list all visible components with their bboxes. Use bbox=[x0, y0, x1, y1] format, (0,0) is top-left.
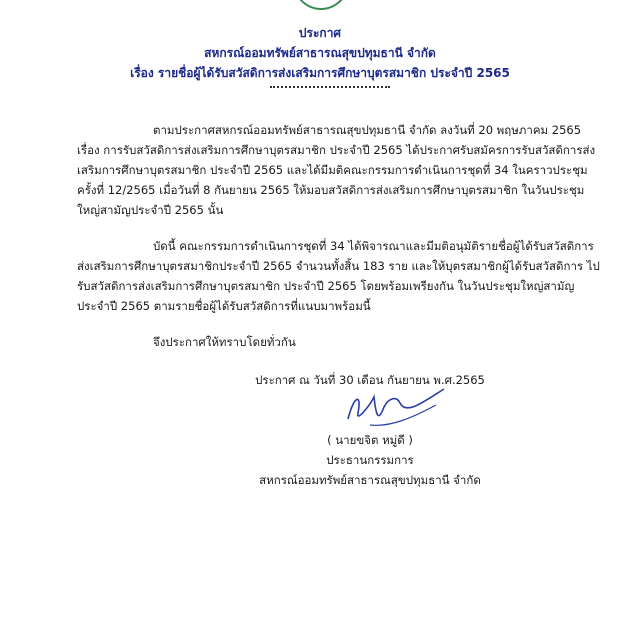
handwritten-signature bbox=[340, 385, 450, 433]
organization-seal bbox=[293, 0, 349, 10]
divider bbox=[270, 86, 390, 88]
announcement-title: ประกาศ bbox=[298, 26, 342, 40]
announcement-subject: เรื่อง รายชื่อผู้ได้รับสวัสดิการส่งเสริมการศึกษาบุตรสมาชิก ประจำปี 2565 bbox=[130, 66, 510, 80]
body-paragraph-2: บัดนี้ คณะกรรมการดำเนินการชุดที่ 34 ได้พิจารณาและมีมติอนุมัติรายชื่อผู้ได้รับสวัสดิการส่งเสริมการศึกษาบุตรสมาชิกประจำปี 2565 จำนวนทั้งสิ้น 183 ราย และให้บุตรสมาชิกผู้ได้รับสวัสดิการ ไปรับสวัสดิการส่งเสริมการศึกษาบุตรสมาชิก ประจำปี 2565 โดยพร้อมเพรียงกัน ในวันประชุมใหญ่สามัญประจำปี 2565 ตามรายชื่อผู้ได้รับสวัสดิการที่แนบมาพร้อมนี้ bbox=[77, 239, 600, 313]
signatory-name: ( นายขจิต หมู่ดี ) bbox=[327, 433, 413, 447]
closing-text: จึงประกาศให้ทราบโดยทั่วกัน bbox=[153, 335, 296, 349]
signatory-organization: สหกรณ์ออมทรัพย์สาธารณสุขปทุมธานี จำกัด bbox=[259, 473, 481, 487]
signatory-position: ประธานกรรมการ bbox=[326, 453, 414, 467]
announcement-date: ประกาศ ณ วันที่ 30 เดือน กันยายน พ.ศ.2565 bbox=[255, 373, 485, 387]
organization-name: สหกรณ์ออมทรัพย์สาธารณสุขปทุมธานี จำกัด bbox=[204, 46, 436, 60]
body-paragraph-1: ตามประกาศสหกรณ์ออมทรัพย์สาธารณสุขปทุมธานี จำกัด ลงวันที่ 20 พฤษภาคม 2565 เรื่อง การรับสวัสดิการส่งเสริมการศึกษาบุตรสมาชิก ประจำปี 2565 ได้ประกาศรับสมัครการรับสวัสดิการส่งเสริมการศึกษาบุตรสมาชิก ประจำปี 2565 และได้มีมติคณะกรรมการดำเนินการชุดที่ 34 ในคราวประชุมครั้งที่ 12/2565 เมื่อวันที่ 8 กันยายน 2565 ให้มอบสวัสดิการส่งเสริมการศึกษาบุตรสมาชิก ในวันประชุมใหญ่สามัญประจำปี 2565 นั้น bbox=[77, 123, 596, 217]
